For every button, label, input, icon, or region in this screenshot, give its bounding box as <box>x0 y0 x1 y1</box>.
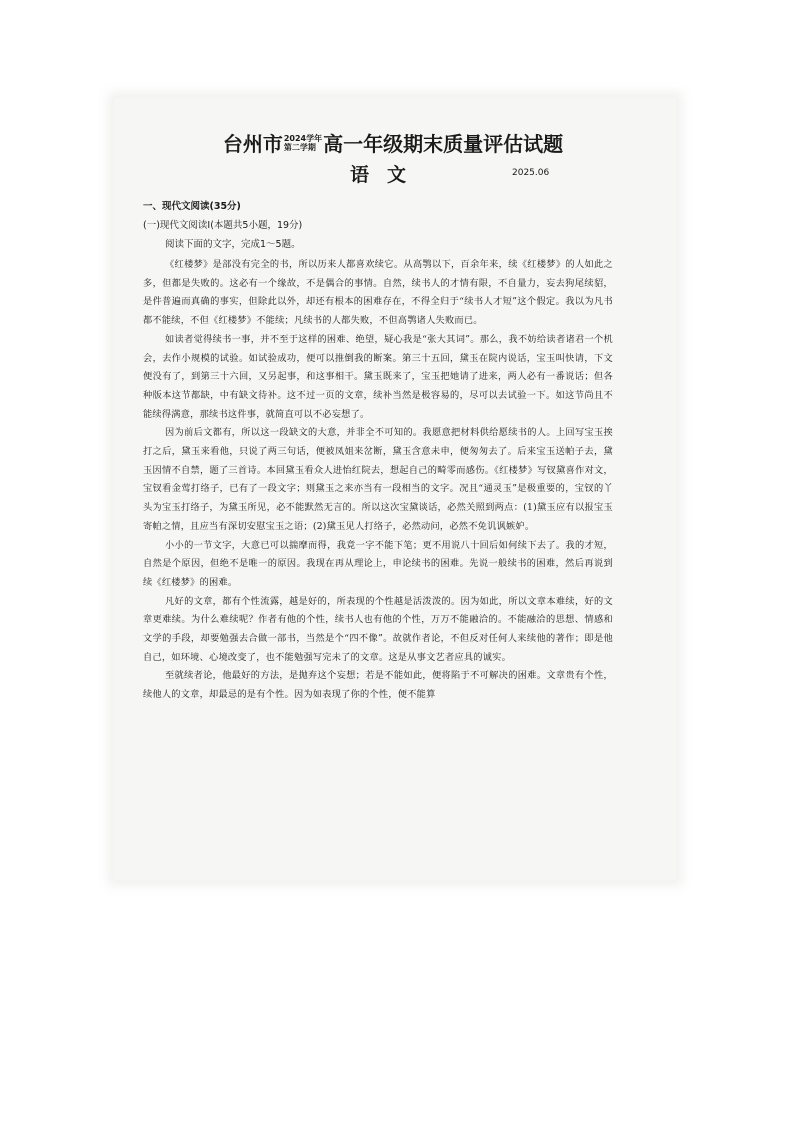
exam-title <box>150 128 636 158</box>
passage-paragraph: 凡好的文章，都有个性流露，越是好的，所表现的个性越是活泼泼的。因为如此，所以文章本难续，好的文章更难续。为什么难续呢？作者有他的个性，续书人也有他的个性，万万不能融洽的。不能融洽的思想、情感和文学的手段，却要勉强去合做一部书，当然是个“四不像”。故就作者论，不但反对任何人来续他的著作；即是他自己，如环境、心境改变了，也不能勉强写完未了的文章。这是从事文艺者应具的诚实。 <box>143 595 613 663</box>
reading-passage <box>143 256 613 705</box>
subject-row <box>150 160 636 188</box>
subsection-heading: (一)现代文阅读Ⅰ(本题共5小题，19分) <box>143 220 303 231</box>
title-year-term <box>284 134 322 152</box>
passage-paragraph: 至就续者论，他最好的方法，是抛弃这个妄想；若是不能如此，便将陷于不可解决的困难。文章贵有个性，续他人的文章，却最忌的是有个性。因为如表现了你的个性，便不能算 <box>143 670 613 701</box>
passage-paragraph: 《红楼梦》是部没有完全的书，所以历来人都喜欢续它。从高鹗以下，百余年来，续《红楼梦》的人如此之多，但都是失败的。这必有一个缘故，不是偶合的事情。自然，续书人的才情有限，不自量力，妄去狗尾续貂，是件普遍而真确的事实，但除此以外，却还有根本的困难存在，不得全归于“续书人才短”这个假定。我以为凡书都不能续，不但《红楼梦》不能续；凡续书的人都失败，不但高鹗诸人失败而已。 <box>143 259 613 327</box>
exam-date: 2025.06 <box>512 168 550 178</box>
title-exam-name: 高一年级期末质量评估试题 <box>323 132 564 156</box>
passage-paragraph: 小小的一节文字，大意已可以揣摩而得，我竟一字不能下笔；更不用说八十回后如何续下去了。我的才短，自然是个原因，但绝不是唯一的原因。我现在再从理论上，申论续书的困难。先说一般续书的困难，然后再说到续《红楼梦》的困难。 <box>143 539 613 588</box>
title-city: 台州市 <box>222 132 283 156</box>
title-term: 第二学期 <box>283 142 316 152</box>
subject-title: 语文 <box>350 164 425 186</box>
passage-paragraph: 因为前后文都有，所以这一段缺文的大意，并非全不可知的。我愿意把材料供给愿续书的人。上回写宝玉挨打之后，黛玉来看他，只说了两三句话，便被凤姐来岔断，黛玉含意未申，便匆匆去了。后来宝玉送帕子去，黛玉因情不自禁，题了三首诗。本回黛玉看众人进怡红院去，想起自己的畸零而感伤。《红楼梦》写钗黛喜作对文，宝钗看金莺打络子，已有了一段文字；则黛玉之来亦当有一段相当的文字。况且“通灵玉”是极重要的，宝钗的丫头为宝玉打络子，为黛玉所见，必不能默然无言的。所以这次宝黛谈话，必然关照到两点：(1)黛玉应有以报宝玉寄帕之情，且应当有深切安慰宝玉之语；(2)黛玉见人打络子，必然动问，必然不免讥讽嫉妒。 <box>143 427 613 532</box>
section-heading: 一、现代文阅读(35分) <box>143 201 241 212</box>
reading-instruction: 阅读下面的文字，完成1～5题。 <box>165 239 301 250</box>
title-year: 2024学年 <box>283 133 323 143</box>
exam-page <box>143 128 636 701</box>
passage-paragraph: 如读者觉得续书一事，并不至于这样的困难、绝望，疑心我是“张大其词”。那么，我不妨给读者诸君一个机会，去作小规模的试验。如试验成功，便可以推倒我的断案。第三十五回，黛玉在院内说话，宝玉叫快请，下文便没有了，到第三十六回，又另起事，和这事相干。黛玉既来了，宝玉把她请了进来，两人必有一番说话；但各种版本这节都缺，中有缺文待补。这不过一页的文章，续补当然是极容易的，尽可以去试验一下。如这节尚且不能续得满意，那续书这件事，就简直可以不必妄想了。 <box>143 333 613 420</box>
